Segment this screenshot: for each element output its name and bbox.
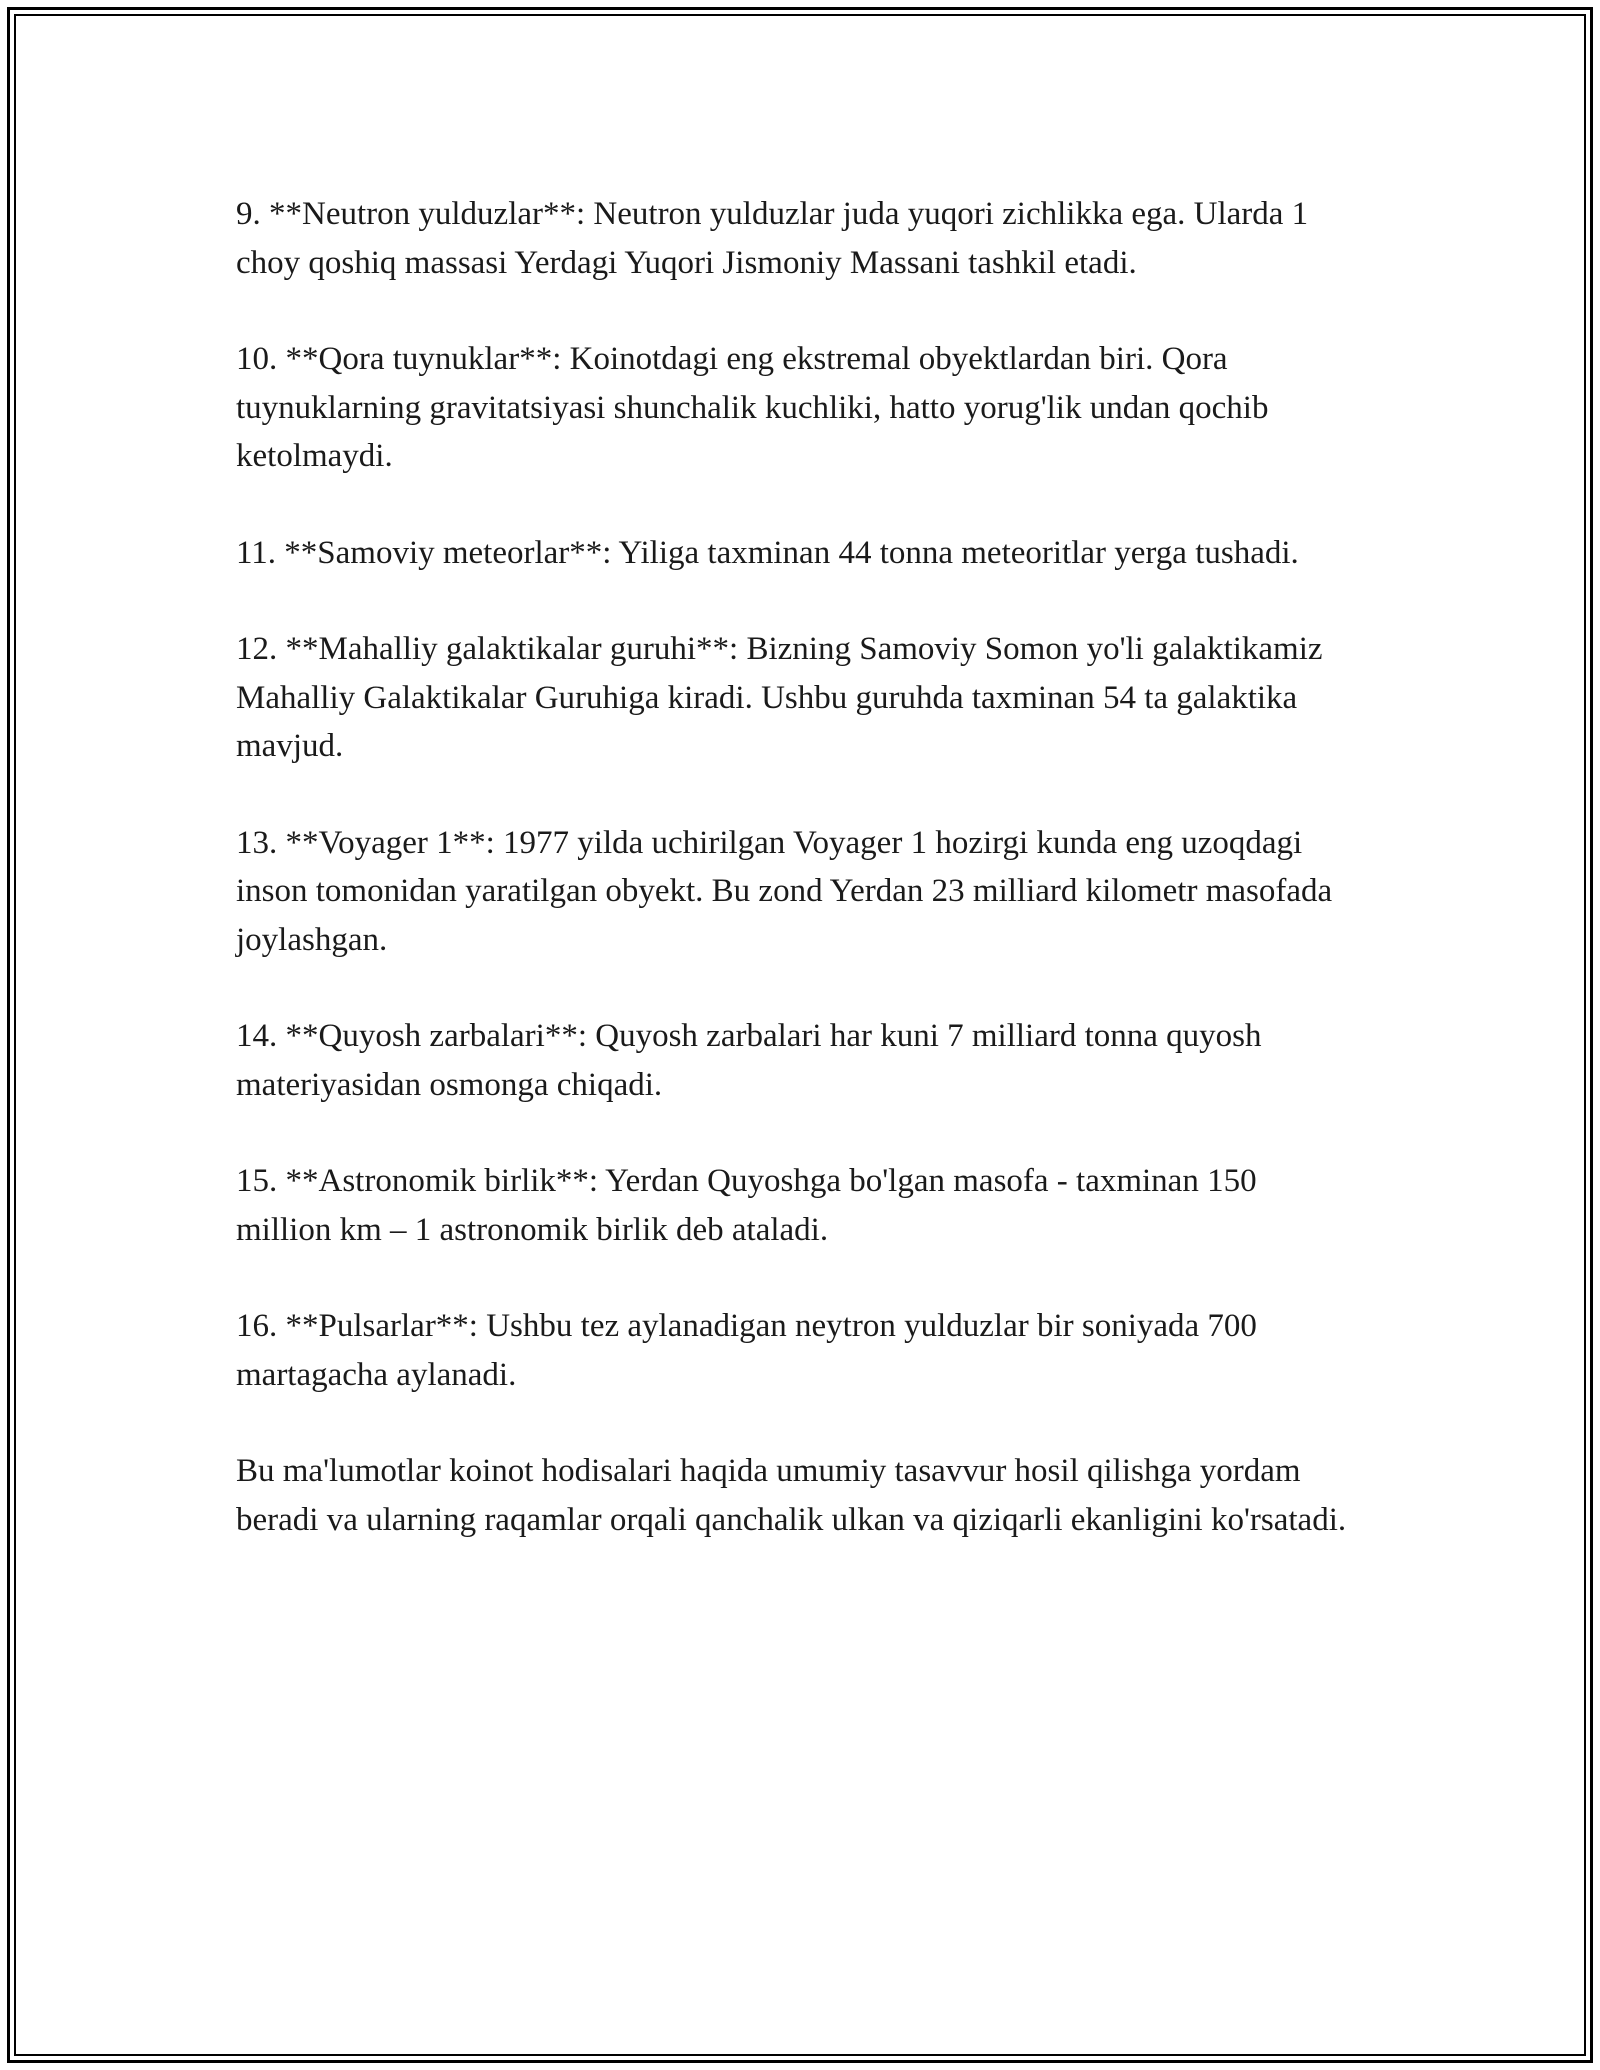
- paragraph-solar-flares: 14. **Quyosh zarbalari**: Quyosh zarbalari har kuni 7 milliard tonna quyosh materiyasidan osmonga chiqadi.: [236, 1018, 1262, 1103]
- document-body: [236, 190, 1356, 1592]
- paragraph-black-holes: 10. **Qora tuynuklar**: Koinotdagi eng ekstremal obyektlardan biri. Qora tuynuklarning gravitatsiyasi shunchalik kuchliki, hatto yorug'lik undan qochib ketolmaydi.: [236, 341, 1269, 474]
- paragraph-voyager-1: 13. **Voyager 1**: 1977 yilda uchirilgan Voyager 1 hozirgi kunda eng uzoqdagi inson tomonidan yaratilgan obyekt. Bu zond Yerdan 23 milliard kilometr masofada joylashgan.: [236, 824, 1333, 958]
- paragraph-pulsars: 16. **Pulsarlar**: Ushbu tez aylanadigan neytron yulduzlar bir soniyada 700 martagacha aylanadi.: [236, 1308, 1257, 1393]
- paragraph-conclusion: Bu ma'lumotlar koinot hodisalari haqida umumiy tasavvur hosil qilishga yordam beradi va ularning raqamlar orqali qanchalik ulkan va qiziqarli ekanligini ko'rsatadi.: [236, 1453, 1347, 1538]
- paragraph-meteors: 11. **Samoviy meteorlar**: Yiliga taxminan 44 tonna meteoritlar yerga tushadi.: [236, 534, 1299, 571]
- paragraph-neutron-stars: 9. **Neutron yulduzlar**: Neutron yulduzlar juda yuqori zichlikka ega. Ularda 1 choy qoshiq massasi Yerdagi Yuqori Jismoniy Massani tashkil etadi.: [236, 196, 1309, 281]
- paragraph-local-group: 12. **Mahalliy galaktikalar guruhi**: Bizning Samoviy Somon yo'li galaktikamiz Mahalliy Galaktikalar Guruhiga kiradi. Ushbu guruhda taxminan 54 ta galaktika mavjud.: [236, 631, 1323, 764]
- paragraph-astronomical-unit: 15. **Astronomik birlik**: Yerdan Quyoshga bo'lgan masofa - taxminan 150 million km – 1 astronomik birlik deb ataladi.: [236, 1163, 1257, 1248]
